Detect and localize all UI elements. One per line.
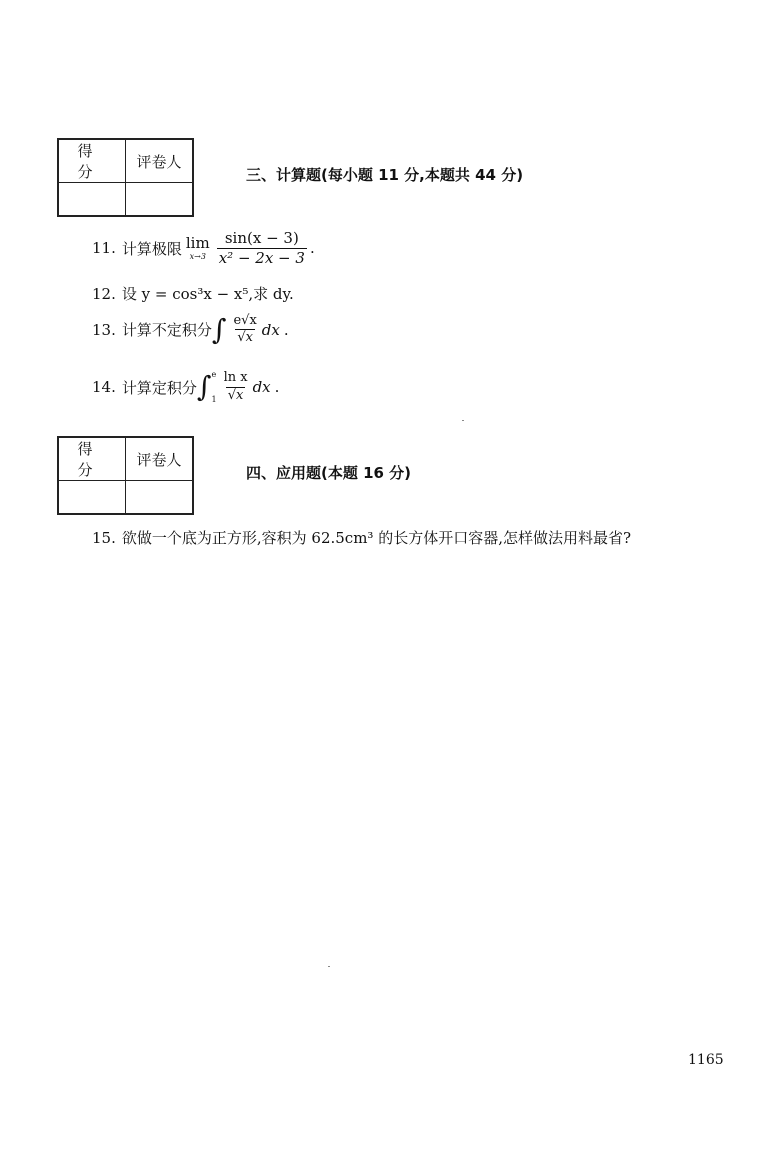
question-13	[92, 314, 289, 346]
grader-cell	[126, 481, 194, 515]
question-prefix: 计算定积分	[121, 378, 197, 397]
question-11	[92, 230, 315, 266]
question-15	[92, 527, 631, 548]
section4-title: 四、应用题(本题 16 分)	[246, 464, 412, 482]
fraction-numerator: ln x	[223, 370, 248, 386]
differential: dx	[252, 378, 271, 396]
integrand-fraction	[231, 314, 258, 346]
question-suffix: .	[283, 320, 289, 339]
question-number: 12.	[92, 284, 116, 303]
lower-limit: 1	[211, 395, 217, 404]
score-label: 得 分	[58, 437, 126, 481]
question-prefix: 计算不定积分	[121, 321, 212, 340]
integral-sign-icon: ∫	[196, 370, 212, 403]
grader-label: 评卷人	[126, 437, 194, 481]
differential: dx	[261, 320, 280, 339]
question-number: 14.	[92, 378, 116, 396]
fraction-numerator: sin(x − 3)	[224, 229, 299, 247]
grader-cell	[126, 183, 194, 217]
score-table-section3	[57, 138, 194, 217]
definite-integral	[197, 370, 219, 404]
section3-title: 三、计算题(每小题 11 分,本题共 44 分)	[246, 166, 524, 184]
question-number: 13.	[92, 320, 116, 339]
lim-text: lim	[185, 233, 210, 252]
limit-fraction	[217, 230, 307, 266]
scan-speck	[462, 420, 464, 421]
grader-label: 评卷人	[126, 139, 194, 183]
page-number: 1165	[688, 1052, 724, 1068]
fraction-denominator: √x	[237, 330, 253, 346]
question-12	[92, 283, 294, 304]
upper-limit: e	[211, 370, 217, 379]
integral-limits	[211, 370, 216, 404]
integrand-fraction	[222, 371, 250, 403]
question-suffix: .	[274, 378, 280, 396]
question-number: 15.	[92, 528, 116, 547]
question-suffix: .	[309, 239, 315, 257]
score-table-section4	[57, 436, 194, 515]
lim-subscript: x→3	[189, 251, 206, 261]
scan-speck	[328, 966, 330, 967]
score-label: 得 分	[58, 139, 126, 183]
fraction-denominator: √x	[227, 387, 244, 403]
question-text: 欲做一个底为正方形,容积为 62.5cm³ 的长方体开口容器,怎样做法用料最省?	[121, 529, 632, 547]
limit-operator	[185, 233, 210, 261]
question-text: 设 y = cos³x − x⁵,求 dy.	[121, 285, 294, 303]
question-14	[92, 370, 279, 404]
fraction-denominator: x² − 2x − 3	[218, 248, 305, 267]
score-cell	[58, 481, 126, 515]
fraction-numerator: e√x	[233, 313, 257, 328]
question-prefix: 计算极限	[121, 239, 182, 258]
integral-sign-icon: ∫	[211, 312, 227, 346]
question-number: 11.	[92, 239, 116, 257]
score-cell	[58, 183, 126, 217]
